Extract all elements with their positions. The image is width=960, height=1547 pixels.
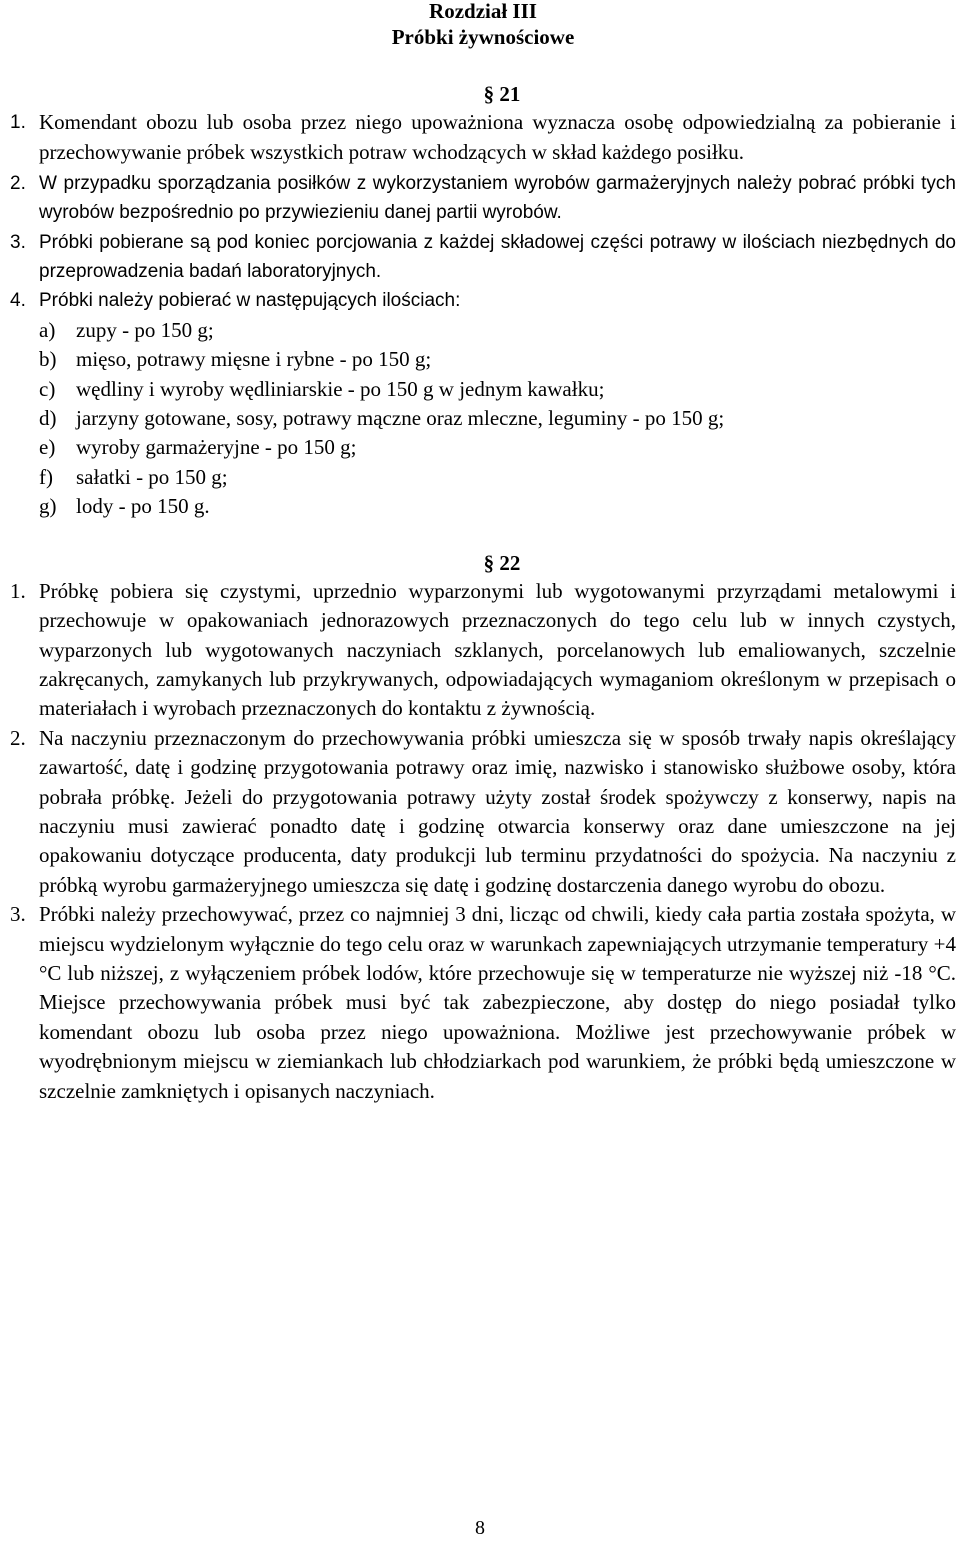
- section-21-paragraph-3: [10, 228, 956, 287]
- section-21-paragraph-2: [10, 169, 956, 228]
- list-text: wędliny i wyroby wędliniarskie - po 150 g w jednym kawałku;: [76, 376, 605, 401]
- section-22-paragraph-2: [10, 724, 956, 900]
- list-text: wyroby garmażeryjne - po 150 g;: [76, 435, 357, 460]
- paragraph-text: Próbki należy pobierać w następujących ilościach:: [39, 290, 461, 312]
- section-22-paragraph-3: [10, 900, 956, 1106]
- section-21-sans-paragraphs: [10, 108, 956, 316]
- list-letter: c): [39, 376, 56, 401]
- list-letter: e): [39, 435, 56, 460]
- list-text: sałatki - po 150 g;: [76, 464, 228, 489]
- list-item: [39, 463, 956, 492]
- document-page: [10, 0, 956, 1106]
- section-heading-21: § 21: [483, 82, 521, 106]
- list-letter: g): [39, 494, 57, 519]
- list-item: [39, 375, 956, 404]
- list-letter: f): [39, 464, 53, 489]
- list-item: [39, 433, 956, 462]
- section-heading-22: § 22: [483, 550, 521, 575]
- list-item: [39, 492, 956, 521]
- list-text: zupy - po 150 g;: [76, 317, 214, 342]
- quantities-list: [10, 316, 956, 522]
- paragraph-text: Próbki należy przechowywać, przez co najmniej 3 dni, licząc od chwili, kiedy cała partia została spożyta, w miejscu wydzielonym wyłącznie do tego celu oraz w warunkach zapewniających utrzymanie temperatury +4 °C lub niższej, z wyłączeniem próbek lodów, które przechowuje się w temperaturze nie wyższej niż -18 °C. Miejsce przechowywania próbek musi być tak zabezpieczone, aby dostęp do niego posiadał tylko komendant obozu lub osoba przez niego upoważniona. Możliwe jest przechowywanie próbek w wyodrębnionym miejscu w ziemiankach lub chłodziarkach pod warunkiem, że próbki będą umieszczone w szczelnie zamkniętych i opisanych naczyniach.: [39, 902, 956, 1103]
- list-text: mięso, potrawy mięsne i rybne - po 150 g;: [76, 347, 432, 372]
- list-text: jarzyny gotowane, sosy, potrawy mączne oraz mleczne, leguminy - po 150 g;: [76, 406, 725, 431]
- list-item: [39, 404, 956, 433]
- paragraph-number: 3.: [10, 902, 26, 927]
- paragraph-number: 2.: [10, 172, 26, 194]
- list-letter: b): [39, 347, 57, 372]
- section-22-paragraph-1: [10, 577, 956, 724]
- paragraph-text: Próbki pobierane są pod koniec porcjowania z każdej składowej części potrawy w ilościach niezbędnych do przeprowadzenia badań laboratoryjnych.: [39, 231, 956, 283]
- paragraph-number: 2.: [10, 725, 26, 750]
- paragraph-text: Próbkę pobiera się czystymi, uprzednio wyparzonymi lub wygotowanymi przyrządami metalowymi i przechowuje w opakowaniach jednorazowych przeznaczonych do tego celu lub w innych czystych, wyparzonych lub wygotowanych naczyniach szklanych, porcelanowych lub emaliowanych, szczelnie zakręcanych, zamykanych lub przykrywanych, odpowiadających wymaganiom określonym w przepisach o materiałach i wyrobach przeznaczonych do kontaktu z żywnością.: [39, 578, 956, 721]
- paragraph-number: 3.: [10, 231, 26, 253]
- list-item: [39, 316, 956, 345]
- paragraph-text: Komendant obozu lub osoba przez niego upoważniona wyznacza osobę odpowiedzialną za pobieranie i przechowywanie próbek wszystkich potraw wchodzących w skład każdego posiłku.: [39, 110, 956, 165]
- section-21-paragraph-1: [10, 108, 956, 169]
- paragraph-text: W przypadku sporządzania posiłków z wykorzystaniem wyrobów garmażeryjnych należy pobrać próbki tych wyrobów bezpośrednio po przywiezieniu danej partii wyrobów.: [39, 172, 956, 224]
- paragraph-number: 4.: [10, 290, 26, 312]
- paragraph-text: Na naczyniu przeznaczonym do przechowywania próbki umieszcza się w sposób trwały napis określający zawartość, datę i godzinę przygotowania potrawy oraz imię, nazwisko i stanowisko służbowe osoby, która pobrała próbkę. Jeżeli do przygotowania potrawy użyty został środek spożywczy z konserwy, napis na naczyniu musi zawierać ponadto datę i godzinę otwarcia konserwy oraz dane umieszczone na jej opakowaniu dotyczące producenta, daty produkcji lub terminu przydatności do spożycia. Na naczyniu z próbką wyrobu garmażeryjnego umieszcza się datę i godzinę dostarczenia danego wyrobu do obozu.: [39, 725, 956, 897]
- chapter-title: Próbki żywnościowe: [391, 25, 575, 49]
- list-letter: d): [39, 406, 57, 431]
- page-number: 8: [475, 1517, 485, 1539]
- list-item: [39, 345, 956, 374]
- paragraph-number: 1.: [10, 112, 26, 133]
- list-text: lody - po 150 g.: [76, 494, 210, 519]
- list-letter: a): [39, 317, 56, 342]
- paragraph-number: 1.: [10, 578, 26, 603]
- section-21-paragraph-4: [10, 286, 956, 315]
- chapter-heading: Rozdział III: [429, 0, 537, 23]
